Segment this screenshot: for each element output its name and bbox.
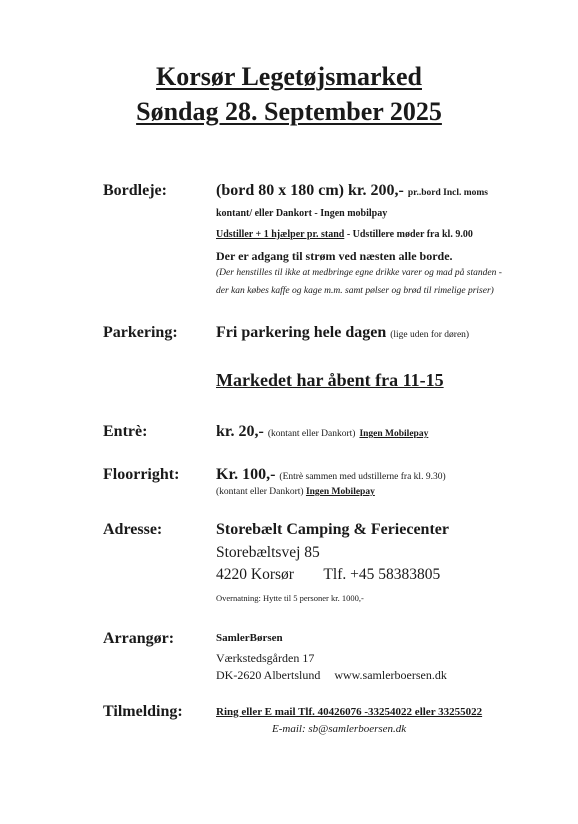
parkering-line <box>216 324 469 342</box>
parkering-note: (lige uden for døren) <box>390 330 470 340</box>
floorright-price: Kr. 100,- <box>216 466 276 483</box>
page-title: Korsør Legetøjsmarked <box>156 62 422 91</box>
bordleje-note-2: der kan købes kaffe og kage m.m. samt pølser og brød til rimelige priser) <box>216 286 494 296</box>
adresse-city-line <box>216 566 440 584</box>
tilmelding-email: E-mail: sb@samlerboersen.dk <box>272 723 407 735</box>
adresse-city: 4220 Korsør <box>216 566 294 583</box>
parkering-main: Fri parkering hele dagen <box>216 324 387 341</box>
tilmelding-main: Ring eller E mail Tlf. 40426076 -33254022 eller 33255022 <box>216 706 483 718</box>
bordleje-helper <box>216 229 473 240</box>
floorright-mobilepay: Ingen Mobilepay <box>305 487 375 497</box>
adresse-phone: Tlf. +45 58383805 <box>323 566 441 583</box>
open-hours: Markedet har åbent fra 11-15 <box>216 370 444 390</box>
entre-line <box>216 423 428 441</box>
entre-label: Entrè: <box>103 423 148 440</box>
bordleje-main: (bord 80 x 180 cm) kr. 200,- <box>216 182 404 199</box>
event-date: Søndag 28. September 2025 <box>136 97 442 126</box>
entre-mobilepay: Ingen Mobilepay <box>359 429 429 439</box>
adresse-street: Storebæltsvej 85 <box>216 544 320 561</box>
arrangor-city-line <box>216 668 447 683</box>
floorright-line <box>216 466 446 484</box>
floorright-payment: (kontant eller Dankort) <box>216 487 304 497</box>
bordleje-payment: kontant/ eller Dankort - Ingen mobilpay <box>216 208 388 219</box>
floorright-label: Floorright: <box>103 466 180 483</box>
arrangor-web: www.samlerboersen.dk <box>334 668 447 682</box>
floorright-payment-line <box>216 487 375 497</box>
bordleje-price <box>216 182 488 200</box>
tilmelding-label: Tilmelding: <box>103 703 183 720</box>
adresse-lodging: Overnatning: Hytte til 5 personer kr. 1000,- <box>216 593 364 603</box>
floorright-note: (Entrè sammen med udstillerne fra kl. 9.30) <box>279 472 446 482</box>
arrangor-city: DK-2620 Albertslund <box>216 668 321 682</box>
adresse-name: Storebælt Camping & Feriecenter <box>216 521 449 538</box>
bordleje-main-note: pr..bord Incl. moms <box>407 188 488 198</box>
adresse-label: Adresse: <box>103 521 163 538</box>
bordleje-note-1: (Der henstilles til ikke at medbringe egne drikke varer og mad på standen - <box>216 268 502 278</box>
arrangor-street: Værkstedsgården 17 <box>216 651 315 665</box>
arrangor-label: Arrangør: <box>103 630 175 647</box>
parkering-label: Parkering: <box>103 324 178 341</box>
bordleje-label: Bordleje: <box>103 182 167 199</box>
bordleje-helper-underlined: Udstiller + 1 hjælper pr. stand <box>216 229 345 240</box>
bordleje-helper-rest: - Udstillere møder fra kl. 9.00 <box>344 229 473 240</box>
bordleje-power: Der er adgang til strøm ved næsten alle borde. <box>216 249 453 263</box>
entre-note: (kontant eller Dankort) <box>267 429 356 439</box>
entre-price: kr. 20,- <box>216 423 264 440</box>
arrangor-name: SamlerBørsen <box>216 632 283 644</box>
